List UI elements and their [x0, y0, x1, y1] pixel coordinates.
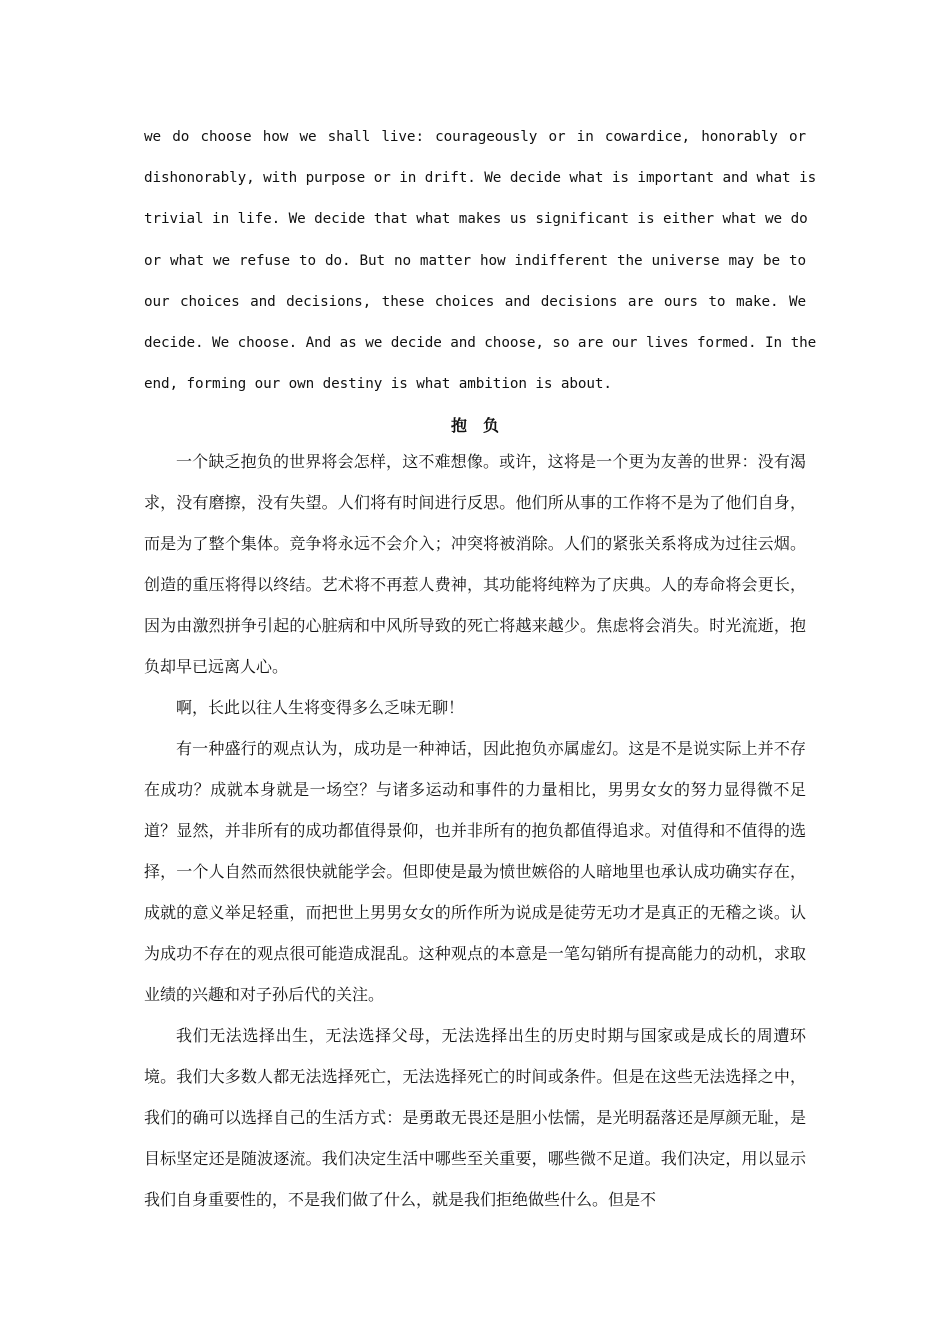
english-line: we do choose how we shall live: courageously or in cowardice, honorably or — [144, 129, 806, 145]
document-page — [144, 117, 817, 1220]
english-paragraph — [144, 117, 817, 405]
chinese-paragraph: 我们无法选择出生，无法选择父母，无法选择出生的历史时期与国家或是成长的周遭环境。我们大多数人都无法选择死亡，无法选择死亡的时间或条件。但是在这些无法选择之中，我们的确可以选择自己的生活方式：是勇敢无畏还是胆小怯懦，是光明磊落还是厚颜无耻，是目标坚定还是随波逐流。我们决定生活中哪些至关重要，哪些微不足道。我们决定，用以显示我们自身重要性的，不是我们做了什么，就是我们拒绝做些什么。但是不 — [144, 1026, 806, 1210]
chinese-paragraph: 啊，长此以往人生将变得多么乏味无聊！ — [176, 698, 465, 718]
english-line: our choices and decisions, these choices and decisions are ours to make. We — [144, 293, 806, 310]
english-line: end, forming our own destiny is what ambition is about. — [144, 376, 612, 393]
chinese-paragraph: 一个缺乏抱负的世界将会怎样，这不难想像。或许，这将是一个更为友善的世界：没有渴求，没有磨擦，没有失望。人们将有时间进行反思。他们所从事的工作将不是为了他们自身，而是为了整个集体。竞争将永远不会介入；冲突将被消除。人们的紧张关系将成为过往云烟。创造的重压将得以终结。艺术将不再惹人费神，其功能将纯粹为了庆典。人的寿命将会更长，因为由激烈拼争引起的心脏病和中风所导致的死亡将越来越少。焦虑将会消失。时光流逝，抱负却早已远离人心。 — [144, 452, 806, 677]
english-line: dishonorably, with purpose or in drift. We decide what is important and what is — [144, 170, 817, 187]
english-line: trivial in life. We decide that what makes us significant is either what we do — [144, 211, 808, 228]
english-line: decide. We choose. And as we decide and choose, so are our lives formed. In the — [144, 334, 817, 351]
english-line: or what we refuse to do. But no matter how indifferent the universe may be to — [144, 252, 806, 269]
section-title: 抱负 — [450, 416, 515, 436]
chinese-paragraph: 有一种盛行的观点认为，成功是一种神话，因此抱负亦属虚幻。这是不是说实际上并不存在成功？成就本身就是一场空？与诸多运动和事件的力量相比，男男女女的努力显得微不足道？显然，并非所有的成功都值得景仰，也并非所有的抱负都值得追求。对值得和不值得的选择，一个人自然而然很快就能学会。但即使是最为愤世嫉俗的人暗地里也承认成功确实存在，成就的意义举足轻重，而把世上男男女女的所作所为说成是徒劳无功才是真正的无稽之谈。认为成功不存在的观点很可能造成混乱。这种观点的本意是一笔勾销所有提高能力的动机，求取业绩的兴趣和对子孙后代的关注。 — [144, 739, 806, 1005]
